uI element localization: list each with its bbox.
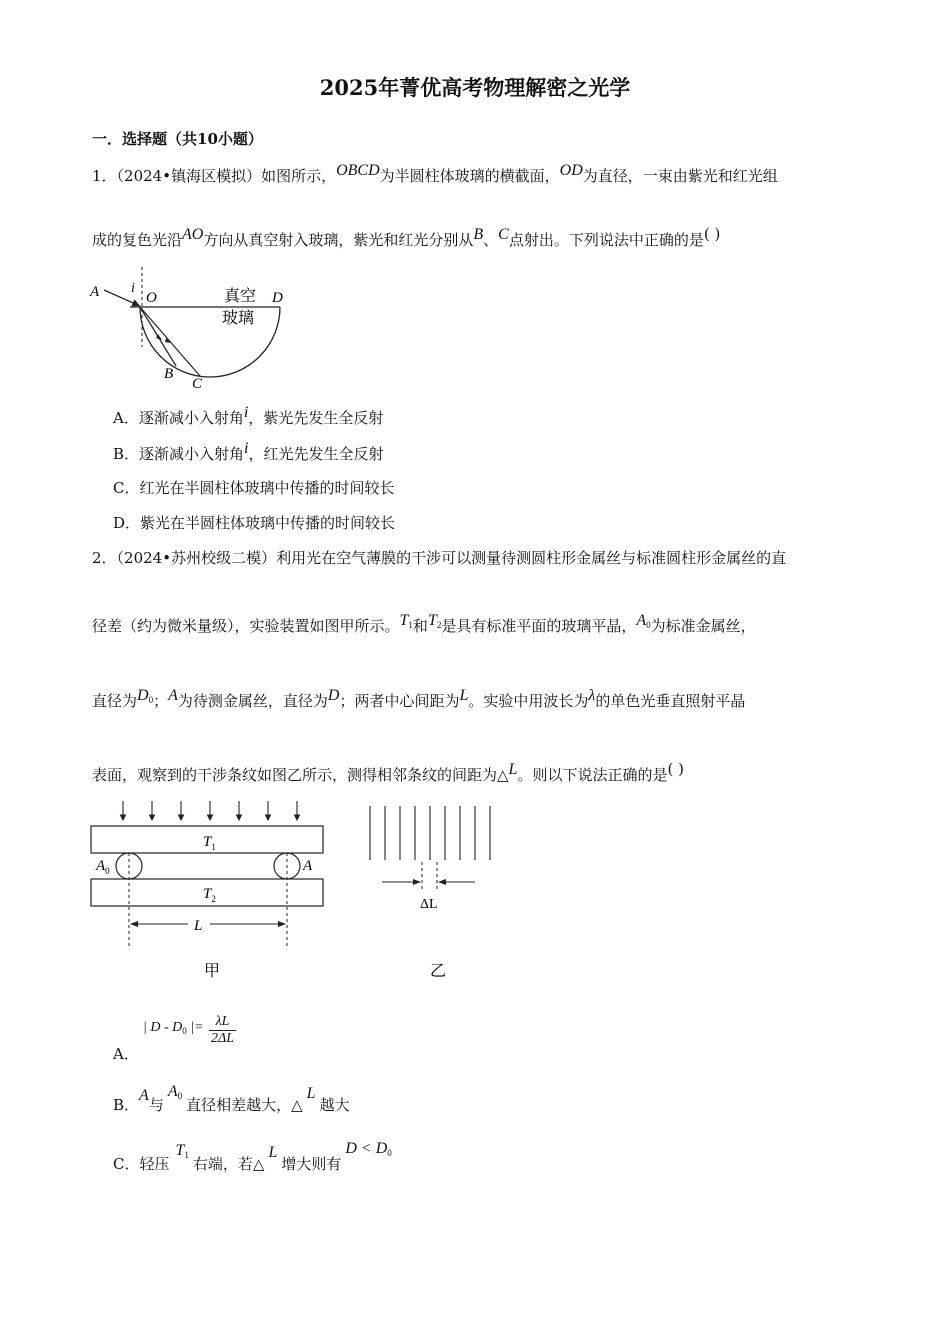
q2-text: 的单色光垂直照射平晶 [595,692,746,710]
label-t2: $T_2$ [203,886,216,904]
q2-text: 为标准金属丝， [650,617,756,635]
option-key: B． [113,445,140,463]
q2-var-t1: T1 [399,612,413,630]
q2-text: ；两者中心间距为 [339,692,460,710]
q2-text: 表面，观察到的干涉条纹如图乙所示，测得相邻条纹的间距为△ [92,766,509,784]
q1-option-d[interactable] [113,512,395,533]
q1-option-a[interactable] [113,404,384,428]
option-key: C． [113,1155,140,1173]
label-a: A [90,284,100,300]
q1-semicircle-figure [80,262,300,397]
q1-text: 为半圆柱体玻璃的横截面， [379,167,560,185]
label-l: L [194,918,203,934]
q2-line-1: 2．（2024•苏州校级二模）利用光在空气薄膜的干涉可以测量待测圆柱形金属丝与标准圆柱形金属丝的直 [92,549,787,567]
option-a-formula [143,1014,236,1047]
q2-var-a0: A0 [636,612,651,630]
option-text: 逐渐减小入射角 [138,409,244,427]
q2-var-t2: T2 [427,612,442,630]
option-text: 越大 [319,1096,350,1114]
q1-text: 方向从真空射入玻璃，紫光和红光分别从 [203,231,474,249]
label-t1: $T_1$ [203,834,216,852]
q2-text: ； [153,692,169,710]
fraction-denominator: 2ΔL [211,1031,235,1046]
label-delta-l: ΔL [420,897,438,912]
option-var: T1 [175,1142,189,1160]
option-var: i [244,440,249,457]
q2-var-l: L [508,761,518,778]
q1-line-2 [92,225,721,250]
q1-text: 点射出。下列说法中正确的是 [508,231,704,249]
q1-option-b[interactable] [113,440,384,464]
section-heading: 一．选择题（共10小题） [92,130,263,148]
incident-light-arrows [123,801,297,820]
q2-text: 为待测金属丝，直径为 [177,692,328,710]
answer-blank: ( ) [703,225,721,243]
q1-option-c[interactable] [113,477,395,498]
option-key: A． [113,409,139,427]
q2-text: 。实验中用波长为 [468,692,589,710]
q2-figure-yi [360,798,520,983]
q2-text: 直径为 [92,692,138,710]
dimension-arrow-left [130,921,138,927]
caption-jia: 甲 [204,961,221,980]
option-key: D． [113,514,141,532]
option-text: 紫光在半圆柱体玻璃中传播的时间较长 [140,514,396,532]
q2-line-2 [92,612,756,636]
option-key: C． [113,479,140,497]
q1-var-c: C [498,226,509,243]
q2-var-d: D [327,687,340,704]
q1-line-1 [92,162,778,186]
option-text: 逐渐减小入射角 [139,445,245,463]
q2-text: 径差（约为微米量级），实验装置如图甲所示。 [92,617,400,635]
q1-text: 1．（2024•镇海区模拟）如图所示， [92,167,337,185]
formula-fraction [209,1014,236,1047]
label-a: A [303,858,313,874]
option-var: A [139,1087,149,1104]
q2-var-l: L [459,687,469,704]
option-text: 直径相差越大，△ [186,1096,303,1114]
label-c: C [192,376,203,392]
q2-line-4 [92,760,684,785]
label-i: i [131,281,135,296]
spacing-arrowhead-right [438,879,446,885]
option-text: 右端，若△ [192,1155,265,1173]
q2-option-a[interactable] [113,1043,139,1064]
option-key: B． [113,1096,140,1114]
option-text: 轻压 [139,1155,170,1173]
q1-text: 为直径，一束由紫光和红光组 [582,167,778,185]
q2-line-3 [92,687,746,711]
q2-var-lambda: λ [588,687,596,704]
option-var: A0 [167,1083,183,1101]
option-text: ，红光先发生全反射 [248,445,384,463]
q1-var-od: OD [559,162,583,179]
fraction-numerator: λL [209,1014,236,1031]
caption-yi: 乙 [430,961,447,980]
q1-var-obcd: OBCD [336,162,380,179]
option-text: 红光在半圆柱体玻璃中传播的时间较长 [139,479,395,497]
answer-blank: ( ) [667,760,684,778]
label-a0: $A_0$ [96,858,110,876]
q2-option-b[interactable] [113,1083,350,1115]
q2-var-d0: D0 [137,687,154,705]
q1-var-b: B [473,226,484,243]
q2-option-c[interactable] [113,1140,392,1174]
q2-var-a: A [168,687,178,704]
label-vacuum: 真空 [224,286,257,305]
option-key: A． [113,1045,139,1063]
spacing-arrowhead-left [413,879,421,885]
option-var: i [243,404,249,421]
option-inequality: D < D0 [345,1140,392,1158]
option-var: L [306,1085,316,1102]
option-text: 与 [148,1096,164,1114]
option-text: ，紫光先发生全反射 [248,409,384,427]
interference-fringes [370,806,490,860]
option-var: L [268,1144,278,1161]
q2-text: 。则以下说法正确的是 [517,766,668,784]
page-title: 2025年菁优高考物理解密之光学 [319,75,631,100]
option-text: 增大则有 [281,1155,342,1173]
q1-text: 成的复色光沿 [92,231,183,249]
q2-figure-jia [85,798,335,983]
dimension-arrow-right [278,921,286,927]
q1-var-ao: AO [182,226,204,243]
label-b: B [164,366,174,382]
q2-text: 是具有标准平面的玻璃平晶， [441,617,637,635]
label-o: O [146,290,157,306]
q1-text: 、 [483,231,499,249]
label-glass: 玻璃 [222,308,255,327]
formula-lhs: | D - $D_0$ |= [143,1020,204,1036]
q2-text: 和 [412,617,428,635]
label-d: D [272,290,283,306]
